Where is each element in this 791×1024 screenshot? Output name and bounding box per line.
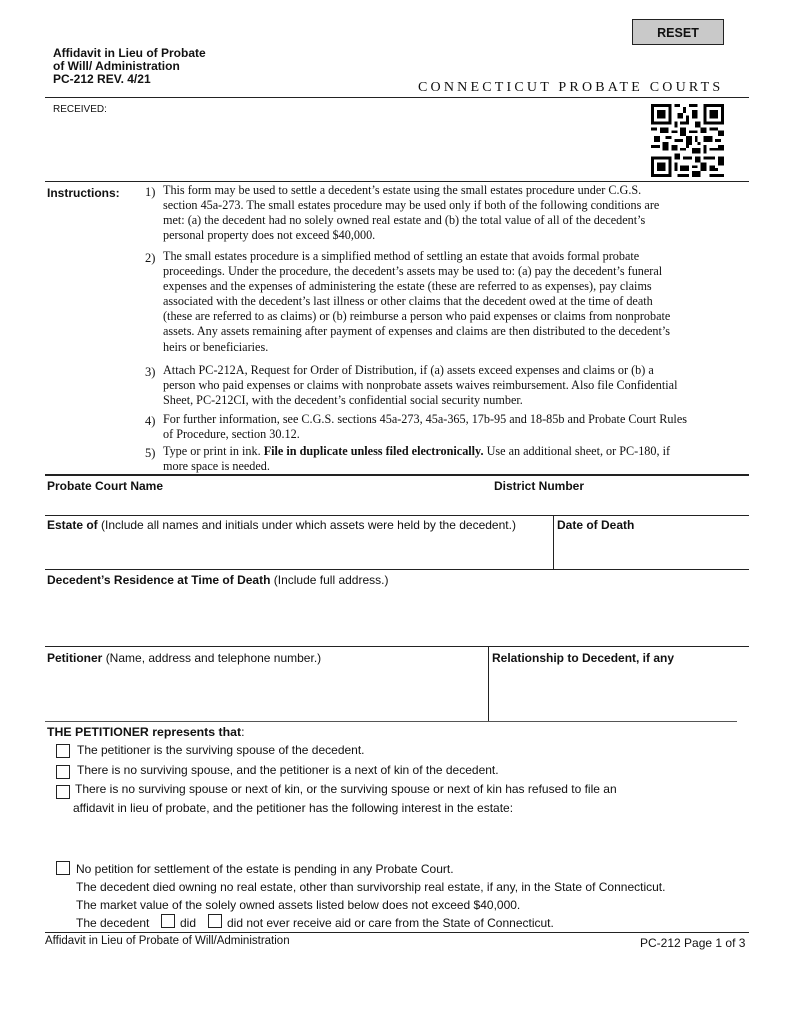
footer-divider [45, 932, 749, 933]
form-title-line-2: of Will/ Administration [53, 59, 180, 73]
no-real-estate-text: The decedent died owning no real estate, other than survivorship real estate, if any, in the State of Connecticut. [76, 880, 666, 894]
surviving-spouse-label: The petitioner is the surviving spouse of the decedent. [77, 743, 365, 757]
relationship-label [492, 651, 674, 665]
instruction-5-post: Use an additional sheet, or PC-180, if [483, 444, 671, 458]
instruction-line: The small estates procedure is a simplified method of settling an estate that avoids formal probate [163, 249, 640, 263]
instruction-1-number: 1) [145, 185, 156, 199]
residence-field[interactable] [45, 590, 749, 645]
petitioner-hint: (Name, address and telephone number.) [105, 651, 322, 665]
court-name-text: Probate Court Name [47, 479, 164, 493]
court-name-field[interactable] [45, 493, 490, 515]
instruction-5-text [163, 444, 751, 474]
instruction-line: This form may be used to settle a decedent’s estate using the small estates procedure under C.G.S. [163, 183, 642, 197]
instruction-line: associated with the decedent’s last illness or other claims that the decedent owed at the time of death [163, 294, 653, 309]
reset-button[interactable]: RESET [632, 19, 724, 45]
no-petition-checkbox[interactable] [56, 861, 70, 875]
date-of-death-field[interactable] [556, 534, 749, 568]
section-divider-thick [45, 474, 749, 476]
row-divider [45, 515, 749, 516]
instruction-2-number: 2) [145, 251, 156, 265]
instruction-line: more space is needed. [163, 459, 270, 474]
represents-heading [47, 725, 244, 739]
row-divider [45, 721, 737, 722]
estate-of-label [47, 518, 516, 532]
other-interest-label-2: affidavit in lieu of probate, and the petitioner has the following interest in the estate: [73, 801, 514, 815]
instruction-line: assets. Any assets remaining after payment of expenses and claims are then distributed to the decedent’s [163, 324, 670, 339]
instruction-line [163, 444, 751, 459]
other-interest-checkbox[interactable] [56, 785, 70, 799]
residence-hint: (Include full address.) [273, 573, 389, 587]
footer-page-number: PC-212 Page 1 of 3 [640, 936, 746, 950]
interest-field[interactable] [73, 820, 743, 856]
no-petition-label: No petition for settlement of the estate is pending in any Probate Court. [76, 862, 454, 876]
district-number-text: District Number [494, 479, 585, 493]
aid-did-label: did [180, 916, 197, 930]
petitioner-label [47, 651, 321, 665]
instruction-3-number: 3) [145, 365, 156, 379]
instruction-line: Sheet, PC-212CI, with the decedent’s confidential social security number. [163, 393, 523, 408]
footer-form-name: Affidavit in Lieu of Probate of Will/Administration [45, 935, 290, 947]
estate-of-hint: (Include all names and initials under which assets were held by the decedent.) [101, 518, 516, 532]
received-label: RECEIVED: [53, 104, 107, 115]
instruction-4-number: 4) [145, 414, 156, 428]
instruction-line: expenses and the expenses of administering the estate (these are referred to as expenses), pay claims [163, 279, 652, 294]
instruction-line: section 45a-273. The small estates procedure may be used only if both of the following conditions are [163, 198, 660, 213]
petitioner-text: Petitioner [47, 651, 103, 665]
instruction-2-text [163, 249, 751, 355]
next-of-kin-checkbox[interactable] [56, 765, 70, 779]
form-title [53, 47, 206, 86]
next-of-kin-label: There is no surviving spouse, and the petitioner is a next of kin of the decedent. [77, 763, 499, 777]
column-divider [488, 646, 489, 721]
form-title-line-1: Affidavit in Lieu of Probate [53, 46, 206, 60]
instruction-line: person who paid expenses or claims with nonprobate assets waives reimbursement. Also file Confidential [163, 378, 678, 393]
residence-text: Decedent’s Residence at Time of Death [47, 573, 271, 587]
instruction-5-bold: File in duplicate unless filed electronically. [263, 444, 484, 458]
header-divider [45, 97, 749, 98]
instruction-line: proceedings. Under the procedure, the decedent’s assets may be used to: (a) pay the decedent’s funeral [163, 264, 663, 279]
relationship-text: Relationship to Decedent, if any [492, 651, 675, 665]
row-divider [45, 569, 749, 570]
instruction-4-text [163, 412, 751, 442]
column-divider [553, 515, 554, 569]
date-of-death-label [557, 518, 634, 532]
represents-title: THE PETITIONER represents that [47, 725, 242, 739]
instruction-5-number: 5) [145, 446, 156, 460]
instruction-1-text [163, 183, 751, 243]
instruction-line: met: (a) the decedent had no solely owned real estate and (b) the total value of all of the decedent’s [163, 213, 646, 228]
aid-prefix: The decedent [76, 916, 150, 930]
courts-heading: CONNECTICUT PROBATE COURTS [418, 80, 724, 95]
represents-colon: : [241, 725, 245, 739]
instruction-line: personal property does not exceed $40,000. [163, 228, 376, 243]
residence-label [47, 573, 388, 587]
instruction-line: For further information, see C.G.S. sections 45a-273, 45a-365, 17b-95 and 18-85b and Probate Court Rules [163, 412, 687, 426]
court-name-label [47, 479, 163, 493]
date-of-death-text: Date of Death [557, 518, 635, 532]
instruction-line: Attach PC-212A, Request for Order of Distribution, if (a) assets exceed expenses and claims or (b) a [163, 363, 654, 377]
instructions-label: Instructions: [47, 186, 120, 200]
aid-did-not-checkbox[interactable] [208, 914, 222, 928]
instruction-line: heirs or beneficiaries. [163, 339, 269, 354]
instruction-line: of Procedure, section 30.12. [163, 427, 300, 442]
aid-did-checkbox[interactable] [161, 914, 175, 928]
instruction-3-text [163, 363, 751, 408]
qr-code-icon [651, 104, 724, 177]
instruction-5-pre: Type or print in ink. [163, 444, 264, 458]
other-interest-label: There is no surviving spouse or next of kin, or the surviving spouse or next of kin has refused to file an [75, 782, 617, 796]
instruction-line: (these are referred to as claims) or (b) reimburse a person who paid expenses or claims from nonprobate [163, 309, 671, 324]
surviving-spouse-checkbox[interactable] [56, 744, 70, 758]
district-number-field[interactable] [494, 493, 749, 515]
estate-of-field[interactable] [45, 534, 552, 568]
relationship-field[interactable] [491, 668, 749, 720]
form-code: PC-212 REV. 4/21 [53, 72, 151, 86]
market-value-text: The market value of the solely owned assets listed below does not exceed $40,000. [76, 898, 521, 912]
instructions-top-border [45, 181, 749, 182]
estate-of-text: Estate of [47, 518, 98, 532]
petitioner-field[interactable] [45, 668, 485, 720]
row-divider [45, 646, 749, 647]
aid-did-not-label: did not ever receive aid or care from the State of Connecticut. [227, 916, 554, 930]
district-number-label [494, 479, 584, 493]
